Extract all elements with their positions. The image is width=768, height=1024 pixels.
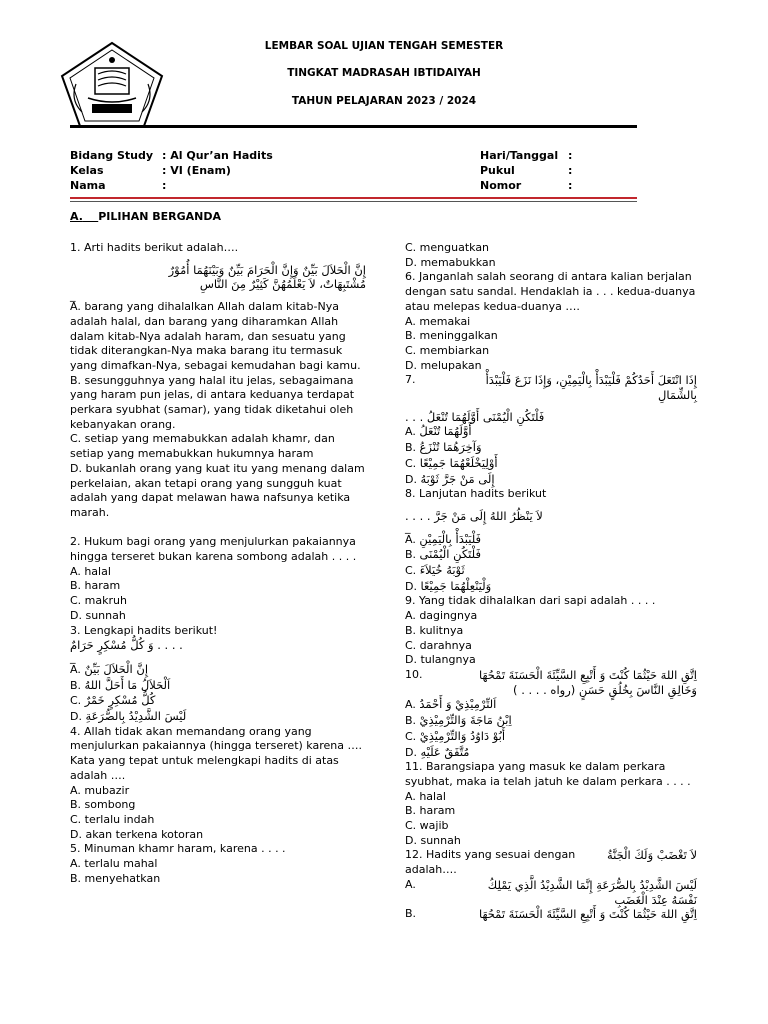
q3-option-a — [70, 662, 366, 678]
q8-option-b-text: فَلْتَكُنِ الْيُمْنَى — [419, 547, 481, 562]
right-column — [405, 241, 697, 922]
q12-option-a — [405, 878, 697, 893]
q6-option-a: A. memakai — [405, 314, 471, 328]
dash-marker: _ — [70, 289, 76, 303]
question-7-arabic-line2: بِالشِّمَالِ — [658, 388, 697, 403]
q8-option-b — [405, 547, 697, 563]
subject-label: Bidang Study — [70, 149, 154, 162]
question-3-arabic-text: . . . . وَ كُلُّ مُسْكِرٍ حَرَامٌ — [70, 638, 183, 653]
q7-option-d-text: إِلَى مَنْ جَرَّ ثَوْبَهُ — [420, 471, 495, 486]
q11-option-d: D. sunnah — [405, 833, 461, 847]
q9-option-a: A. dagingnya — [405, 609, 478, 623]
q3-option-c-text: كُلُّ مُسْكِرٍ خَمْرٌ — [84, 693, 156, 708]
q4-option-a: A. mubazir — [70, 783, 130, 797]
q3-option-b — [70, 678, 366, 694]
question-12-tail: adalah…. — [405, 863, 457, 877]
q12-option-b — [405, 907, 697, 922]
q5-option-b: B. menyehatkan — [70, 871, 161, 885]
question-4: 4. Allah tidak akan memandang orang yang menjulurkan pakaiannya (hingga terseret) karena …. — [70, 724, 362, 753]
info-right — [480, 148, 572, 193]
q3-option-d-text: لَيْسَ الشَّدِيْدُ بِالصُّرَعَةِ — [85, 709, 187, 724]
q10-option-a-text: اَلتِّرْمِيْذِيْ وَ أَحْمَدُ — [419, 697, 497, 712]
q4-option-c: C. terlalu indah — [70, 813, 155, 826]
q10-option-d-label: D. — [405, 745, 417, 759]
question-1-arabic-line2: مُشْتَبِهَاتٌ، لاَ يَعْلَمُهُنَّ كَثِيْرٌ مِنَ النَّاسِ — [199, 277, 366, 292]
exam-title: LEMBAR SOAL UJIAN TENGAH SEMESTER — [264, 40, 504, 52]
q3-option-b-label: B. — [70, 678, 82, 692]
q3-option-a-text: إِنَّ الْحَلاَلَ بَيِّنٌ — [84, 661, 149, 676]
q10-option-b — [405, 713, 697, 729]
q8-option-d-label: D. — [405, 579, 417, 593]
left-column — [70, 241, 366, 887]
question-8: 8. Lanjutan hadits berikut — [405, 487, 547, 501]
question-3-arabic — [70, 638, 366, 654]
q7-option-a-label: A. — [405, 425, 416, 439]
q12-option-b-label: B. — [405, 907, 417, 921]
q5-option-a: A. terlalu mahal — [70, 857, 158, 871]
question-3: 3. Lengkapi hadits berikut! — [70, 623, 218, 637]
q7-option-b-text: وَآخِرَهُمَا تُنْزَعُ — [419, 440, 482, 455]
question-10-label: 10. — [405, 667, 423, 681]
q3-option-c-label: C. — [70, 694, 82, 708]
q10-option-b-label: B. — [405, 714, 417, 728]
class-label: Kelas — [70, 164, 104, 177]
madrasah-logo — [58, 40, 166, 130]
q12-option-a-line2: نَفْسَهُ عِنْدَ الْغَضَبِ — [614, 892, 697, 907]
q8-option-a-text: فَلْيَبْدَأْ بِالْيَمِيْنِ — [419, 531, 482, 546]
date-value: : — [568, 149, 573, 162]
q10-option-d — [405, 745, 697, 761]
q3-option-d-label: D. — [70, 710, 82, 724]
question-7-arabic-line3: فَلْتَكُنِ الْيُمْنَى أَوَّلَهُمَا تُنْعَلُ . . . — [405, 409, 545, 424]
section-title: PILIHAN BERGANDA — [98, 210, 222, 223]
q7-option-d-label: D. — [405, 472, 417, 486]
q2-option-b: B. haram — [70, 579, 121, 593]
subject-value: : Al Qur’an Hadits — [162, 149, 273, 162]
q7-option-c — [405, 456, 697, 472]
header-divider — [70, 125, 637, 128]
question-12-text: 12. Hadits yang sesuai dengan — [405, 848, 576, 862]
q11-option-b: B. haram — [405, 804, 456, 818]
q10-option-c-text: أَبُوْ دَاوُدُ وَالتِّرْمِيْذِيْ — [419, 728, 506, 743]
info-left — [70, 148, 273, 193]
q7-option-b — [405, 440, 697, 456]
q12-option-a-line1: لَيْسَ الشَّدِيْدُ بِالصُّرَعَةِ إِنَّمَا الشَّدِيْدُ الَّذِي يَمْلِكُ — [487, 877, 697, 892]
q10-option-a — [405, 697, 697, 713]
q3-option-d — [70, 709, 366, 725]
info-divider-red — [70, 197, 637, 199]
time-value: : — [568, 164, 573, 177]
q1-option-d: D. bukanlah orang yang kuat itu yang menang dalam perkelaian, akan tetapi orang yang sungguh kuat adalah yang dapat melawan hawa nafsunya ketika marah. — [70, 461, 365, 519]
q8-option-b-label: B. — [405, 548, 417, 562]
q6-option-c: C. membiarkan — [405, 343, 490, 357]
q5-option-d: D. memabukkan — [405, 255, 496, 269]
time-label: Pukul — [480, 164, 515, 177]
q6-option-b: B. meninggalkan — [405, 329, 498, 343]
q11-option-a: A. halal — [405, 789, 446, 803]
q12-option-a-label: A. — [405, 877, 416, 891]
q9-option-d: D. tulangnya — [405, 653, 476, 667]
question-1-arabic-line1: إِنَّ الْحَلاَلَ بَيِّنٌ وَإِنَّ الْحَرَامَ بَيِّنٌ وَبَيْنَهُمَا أُمُوْرٌ — [168, 262, 366, 277]
q4-option-b: B. sombong — [70, 798, 136, 812]
q2-option-c: C. makruh — [70, 594, 127, 608]
class-value: : VI (Enam) — [162, 164, 231, 177]
question-7 — [405, 373, 697, 388]
q8-option-a — [405, 532, 697, 548]
q8-option-c-label: C. — [405, 564, 417, 578]
q8-option-d-text: وَلْيَنْعِلْهُمَا جَمِيْعًا — [420, 578, 492, 593]
question-2: 2. Hukum bagi orang yang menjulurkan pakaiannya hingga terseret bukan karena sombong adalah . . . . — [70, 535, 357, 564]
q10-option-c-label: C. — [405, 729, 417, 743]
q10-option-a-label: A. — [405, 698, 416, 712]
name-label: Nama — [70, 179, 106, 192]
q7-option-d — [405, 472, 697, 488]
q6-option-d: D. melupakan — [405, 358, 482, 372]
dash-marker-2: _ — [70, 650, 76, 664]
q8-option-c-text: ثَوْبَهُ خُيَلاَءَ — [419, 563, 465, 578]
q2-option-d: D. sunnah — [70, 608, 126, 622]
question-10-arabic-line2: وَخَالِقِ النَّاسَ بِخُلُقٍ حَسَنٍ (رواه . . . . ) — [513, 682, 697, 697]
question-10 — [405, 668, 697, 683]
q1-option-a: A. barang yang dihalalkan Allah dalam kitab-Nya adalah halal, dan barang yang diharamkan Allah dalam kitab-Nya adalah haram, dan sesuatu yang tidak diterangkan-Nya maka barang itu termasuk yang dimafkan-Nya, sebagai kemudahan bagi kamu. — [70, 300, 361, 372]
q3-option-b-text: اَلْحَلاَلُ مَا أَحَلَّ اللهُ — [84, 677, 171, 692]
q7-option-b-label: B. — [405, 441, 417, 455]
info-divider-gray — [70, 201, 637, 202]
number-value: : — [568, 179, 573, 192]
question-6: 6. Janganlah salah seorang di antara kalian berjalan dengan satu sandal. Hendaklah ia . . . kedua-duanya atau melepas kedua-duanya …. — [405, 270, 696, 313]
q7-option-a-text: أَوَّلَهُمَا تُنْعَلُ — [419, 424, 472, 439]
name-value: : — [162, 179, 167, 192]
q8-option-d — [405, 579, 697, 595]
q10-option-c — [405, 729, 697, 745]
q10-option-d-text: مُتَّفَقٌ عَلَيْهِ — [420, 744, 470, 759]
q3-option-a-label: A. — [70, 662, 81, 676]
q1-option-b: B. sesungguhnya yang halal itu jelas, sebagaimana yang haram pun jelas, di antara keduanya terdapat perkara syubhat (samar), yang tidak diketahui oleh kebanyakan orang. — [70, 373, 355, 431]
section-letter: A. — [70, 210, 83, 223]
q8-option-c — [405, 563, 697, 579]
school-level: TINGKAT MADRASAH IBTIDAIYAH — [287, 67, 481, 79]
number-label: Nomor — [480, 179, 522, 192]
q7-option-c-label: C. — [405, 456, 417, 470]
q1-option-c: C. setiap yang memabukkan adalah khamr, dan setiap yang memabukkan hukumnya haram — [70, 432, 335, 461]
question-7-arabic-line1: إِذَا انْتَعَلَ أَحَدُكُمْ فَلْيَبْدَأْ بِالْيَمِيْنِ، وَإِذَا نَزَعَ فَلْيَبْدَأْ — [485, 373, 697, 388]
q9-option-c: C. darahnya — [405, 638, 472, 652]
section-heading — [70, 210, 221, 223]
question-9: 9. Yang tidak dihalalkan dari sapi adalah . . . . — [405, 594, 656, 608]
academic-year: TAHUN PELAJARAN 2023 / 2024 — [291, 95, 477, 107]
question-11: 11. Barangsiapa yang masuk ke dalam perkara syubhat, maka ia telah jatuh ke dalam perkara . . . . — [405, 760, 691, 788]
q9-option-b: B. kulitnya — [405, 623, 464, 637]
question-8-arabic: لاَ يَنْظُرُ اللهُ إِلَى مَنْ جَرَّ . . . . — [405, 508, 543, 523]
q2-option-a: A. halal — [70, 564, 111, 578]
date-label: Hari/Tanggal — [480, 149, 559, 162]
question-12 — [405, 848, 697, 863]
q4-option-d: D. akan terkena kotoran — [70, 827, 204, 841]
q7-option-a — [405, 424, 697, 440]
dash-marker-3: _ — [405, 520, 411, 534]
question-10-arabic-line1: اِتَّقِ اللهَ حَيْثُمَا كُنْتَ وَ أَتْبِعِ السَّيِّئَةَ الْحَسَنَةَ تَمْحُهَا — [478, 667, 697, 682]
q11-option-c: C. wajib — [405, 819, 449, 833]
question-4-instruction: Kata yang tepat untuk melengkapi hadits di atas adalah …. — [70, 754, 339, 782]
question-7-label: 7. — [405, 373, 416, 387]
question-1: 1. Arti hadits berikut adalah…. — [70, 241, 239, 254]
q5-option-c: C. menguatkan — [405, 241, 490, 254]
q8-option-a-label: A. — [405, 532, 416, 546]
q10-option-b-text: اِبْنُ مَاجَةَ وَالتِّرْمِيْذِيْ — [419, 713, 512, 728]
question-5: 5. Minuman khamr haram, karena . . . . — [70, 842, 286, 856]
q12-option-b-text: اِتَّقِ اللهَ حَيْثُمَا كُنْتَ وَ أَتْبِعِ السَّيِّئَةَ الْحَسَنَةَ تَمْحُهَا — [478, 907, 697, 922]
q7-option-c-text: أَوْلِيَخْلَعْهُمَا جَمِيْعًا — [419, 455, 498, 470]
q3-option-c — [70, 693, 366, 709]
question-12-arabic: لاَ تَغْضَبْ وَلَكَ الْجَنَّةُ — [606, 848, 697, 863]
